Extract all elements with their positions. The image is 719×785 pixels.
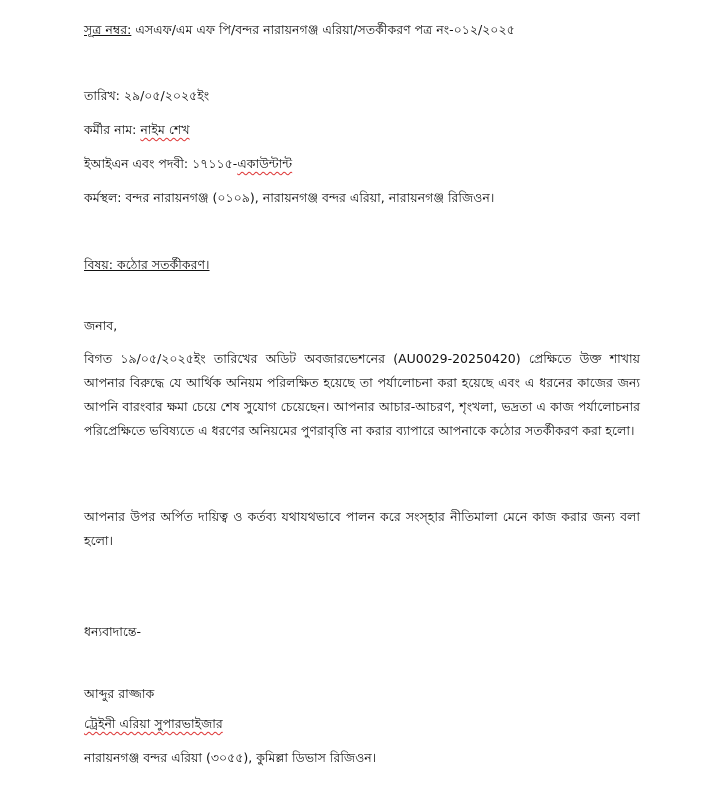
workplace-line: কর্মস্থল: বন্দর নারায়নগঞ্জ (০১০৯), নারায়নগঞ্জ বন্দর এরিয়া, নারায়নগঞ্জ রিজিওন। (84, 190, 495, 205)
signatory-title: ট্রেইনী এরিয়া সুপারভাইজার (84, 716, 223, 731)
subject-line: বিষয়: কঠোর সতর্কীকরণ। (84, 257, 210, 272)
reference-number: এসএফ/এম এফ পি/বন্দর নারায়নগঞ্জ এরিয়া/সতর্কীকরণ পত্র নং-০১২/২০২৫ (135, 22, 515, 37)
employee-name: নাইম শেখ (140, 122, 190, 137)
letter-date: তারিখ: ২৯/০৫/২০২৫ইং (84, 88, 210, 103)
salutation: জনাব, (84, 318, 118, 333)
closing: ধন্যবাদান্তে- (84, 624, 142, 639)
employee-id-line (84, 156, 292, 172)
signatory-name: আব্দুর রাজ্জাক (84, 686, 155, 701)
body-paragraph-1-text: বিগত ১৯/০৫/২০২৫ইং তারিখের অডিট অবজারভেশনের (AU0029-20250420) প্রেক্ষিতে উক্ত শাখায় আপনার বিরুদ্ধে যে আর্থিক অনিয়ম পরিলক্ষিত হয়েছে তা পর্যালোচনা করা হয়েছে এবং এ ধরনের কাজের জন্য আপনি বারংবার ক্ষমা চেয়ে শেষ সুযোগ চেয়েছেন। আপনার আচার-আচরণ, শৃংখলা, ভদ্রতা এ কাজ পর্যালোচনার পরিপ্রেক্ষিতে ভবিষ্যতে এ ধরণের অনিয়মের পুণরাবৃত্তি না করার ব্যাপারে আপনাকে কঠোর সতর্কীকরণ করা হলো। (84, 351, 640, 438)
signatory-office: নারায়নগঞ্জ বন্দর এরিয়া (৩০৫৫), কুমিল্লা ডিভাস রিজিওন। (84, 750, 377, 765)
employee-designation: একাউন্টান্ট (237, 156, 293, 171)
employee-id-number: ১৭১১৫- (192, 156, 238, 171)
reference-line (84, 22, 515, 38)
body-paragraph-1 (84, 347, 640, 443)
employee-id-label: ইআইএন এবং পদবী: (84, 156, 189, 171)
body-paragraph-2 (84, 505, 640, 553)
body-paragraph-2-text: আপনার উপর অর্পিত দায়িত্ব ও কর্তব্য যথাযথভাবে পালন করে সংস্হার নীতিমালা মেনে কাজ করার জন্য বলা হলো। (84, 509, 640, 548)
employee-name-line (84, 122, 190, 138)
employee-name-label: কর্মীর নাম: (84, 122, 137, 137)
reference-label: সূত্র নম্বর: (84, 22, 132, 37)
